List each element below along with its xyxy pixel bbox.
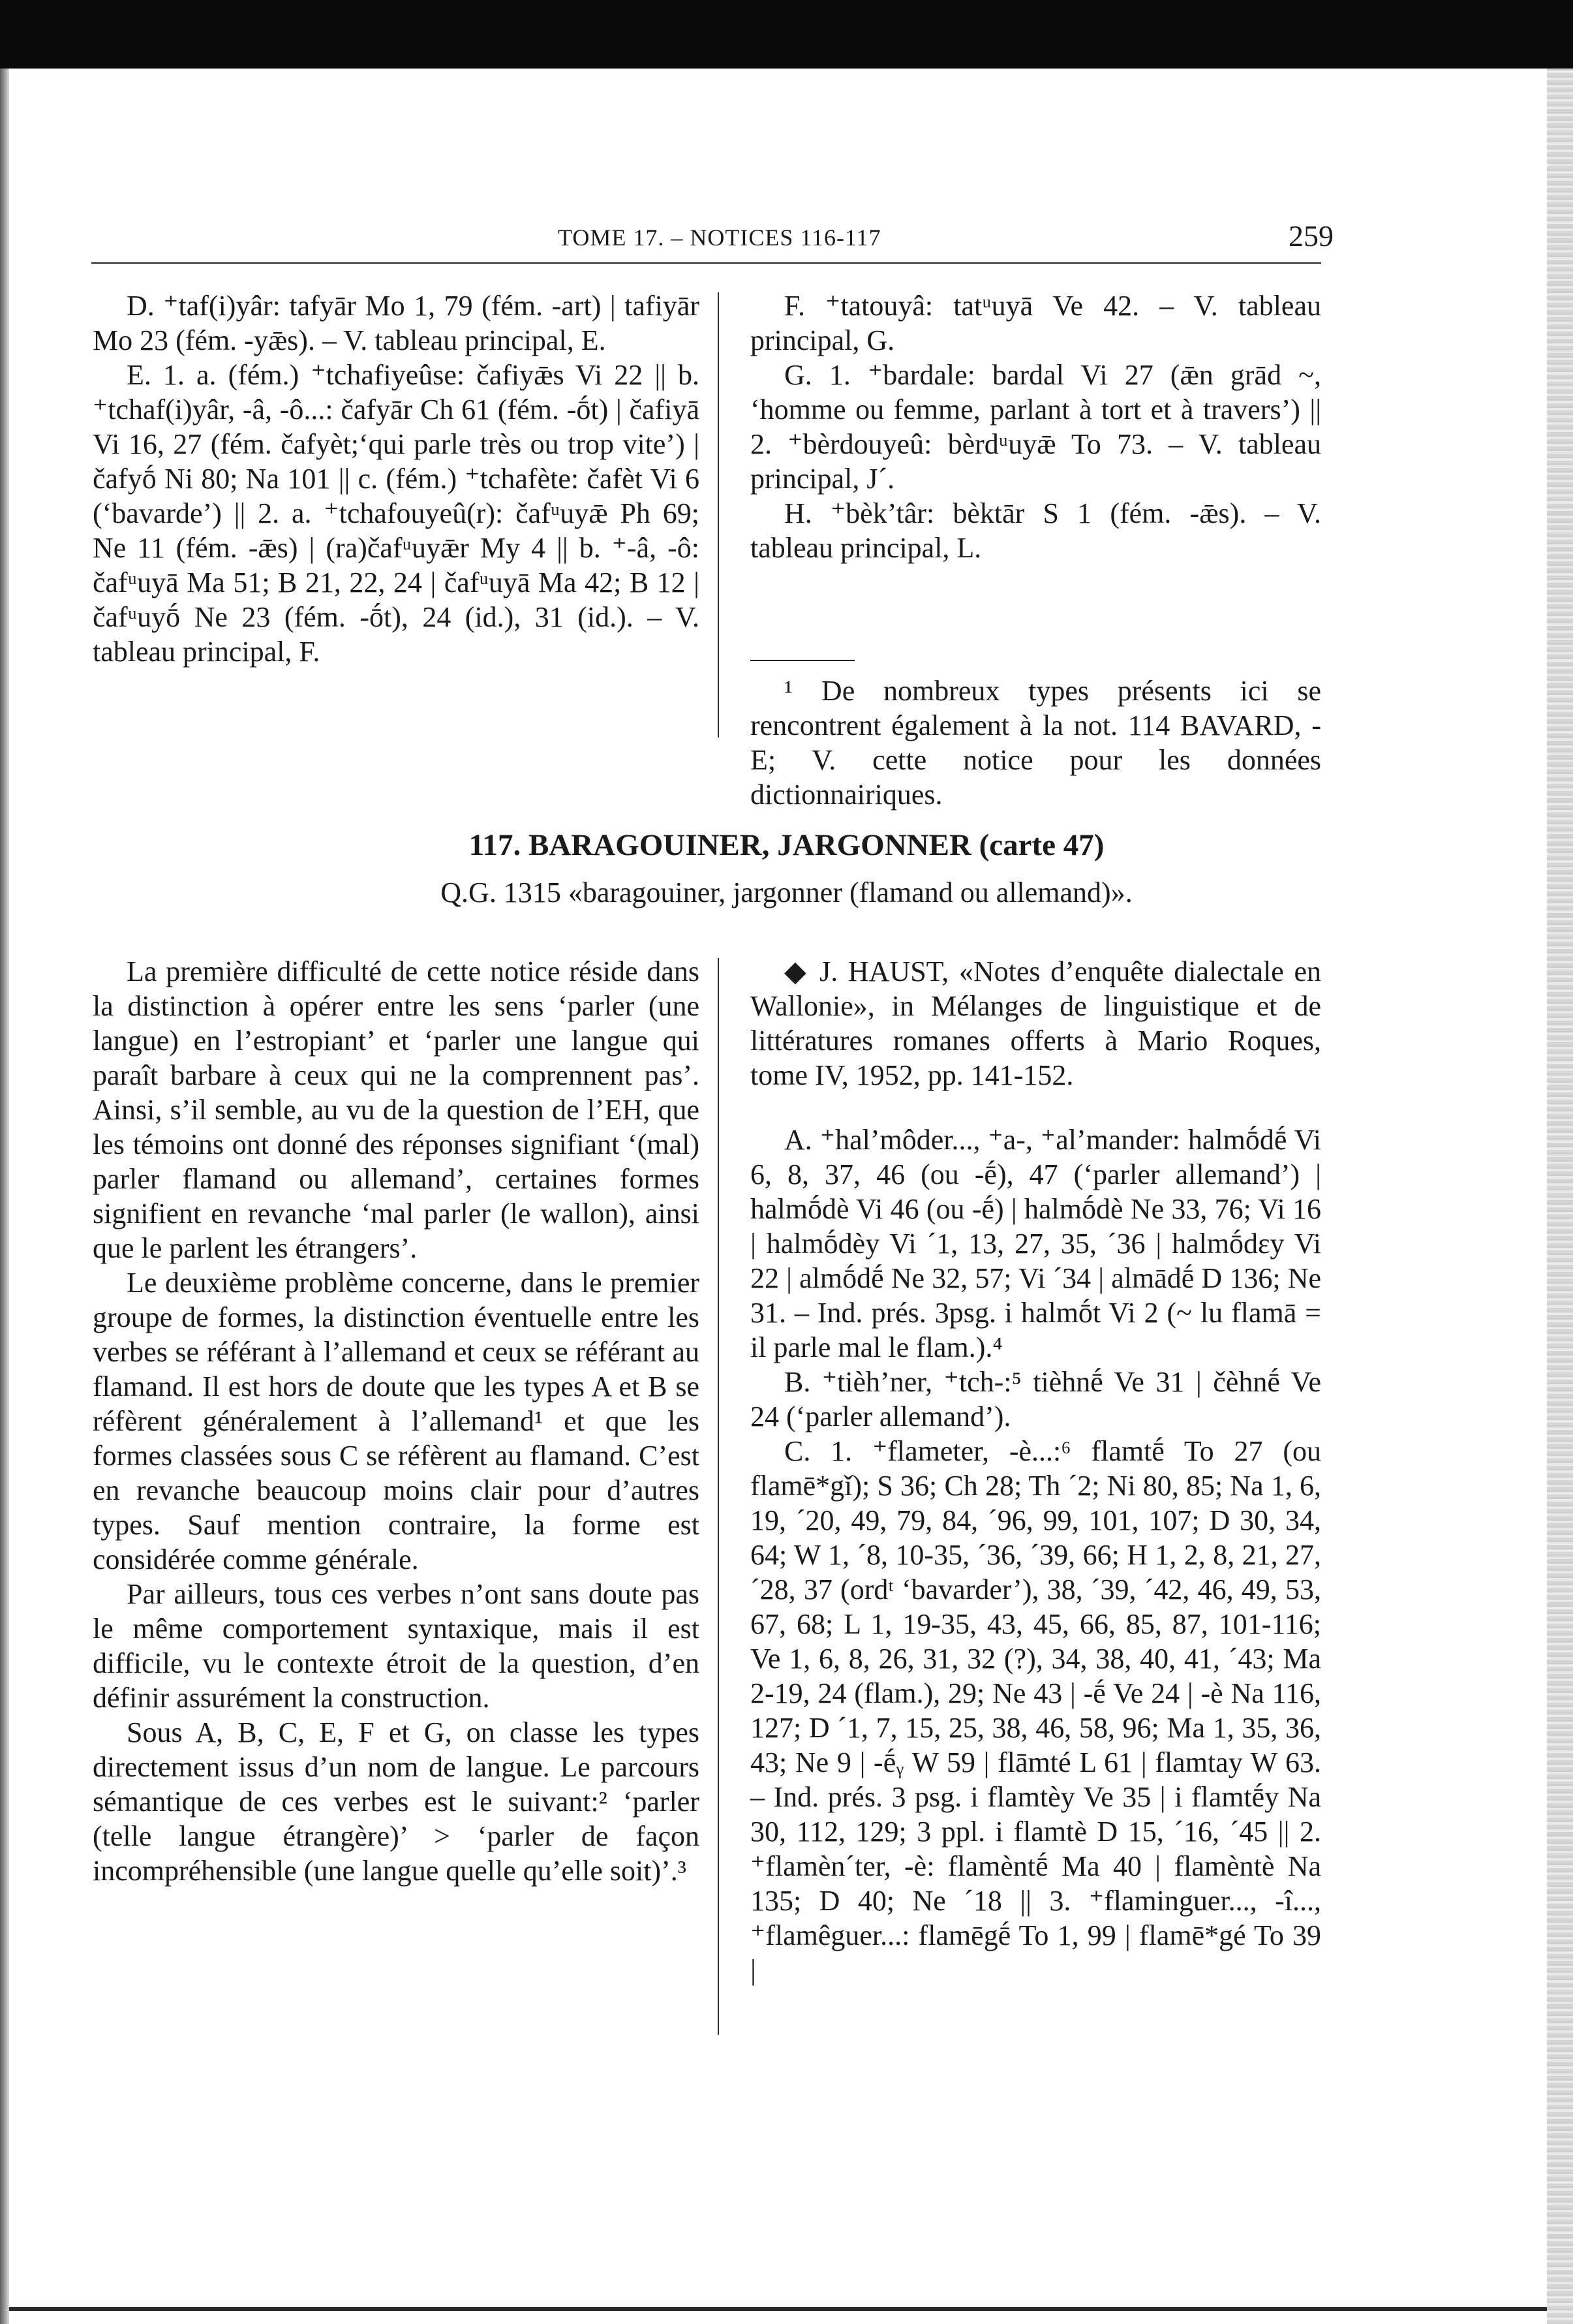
- section-subtitle: Q.G. 1315 «baragouiner, jargonner (flamand ou allemand)».: [440, 876, 1133, 908]
- entry-D: D. ⁺taf(i)yâr: tafyār Mo 1, 79 (fém. -art) | tafiyār Mo 23 (fém. -yǣs). – V. tableau principal, E.: [93, 290, 699, 356]
- top-column-separator: [718, 292, 719, 737]
- top-left-column: [93, 288, 699, 669]
- body-left-column: [93, 954, 699, 1888]
- scan-right-edge: [1547, 69, 1573, 2324]
- scan-left-edge: [0, 69, 9, 2324]
- entry-G: G. 1. ⁺bardale: bardal Vi 27 (ǣn grād ~, ‘homme ou femme, parlant à tort et à travers’) || 2. ⁺bèrdouyeû: bèrdᵘuyǣ To 73. – V. tableau principal, J´.: [750, 359, 1321, 495]
- scan-top-band: [0, 0, 1573, 69]
- footnote-1: ¹ De nombreux types présents ici se rencontrent également à la not. 114 BAVARD, -E; V. cette notice pour les données dictionnairiques.: [750, 675, 1321, 811]
- footnote-rule: [750, 660, 855, 661]
- footnote: [750, 674, 1321, 812]
- body-column-separator: [718, 958, 719, 2035]
- paragraph-1: La première difficulté de cette notice réside dans la distinction à opérer entre les sens ‘parler (une langue) en l’estropiant’ et ‘parler une langue qui paraît barbare à ceux qui ne la comprennent pas’. Ainsi, s’il semble, au vu de la question de l’EH, que les témoins ont donné des réponses signifiant ‘(mal) parler flamand ou allemand’, certaines formes signifient en revanche ‘mal parler (le wallon), ainsi que le parlent les étrangers’.: [93, 955, 699, 1264]
- bibliography: ◆ J. HAUST, «Notes d’enquête dialectale en Wallonie», in Mélanges de linguistique et de littératures romanes offerts à Mario Roques, tome IV, 1952, pp. 141-152.: [750, 955, 1321, 1091]
- section-title: 117. BARAGOUINER, JARGONNER (carte 47): [468, 828, 1105, 862]
- top-right-column: [750, 288, 1321, 565]
- entry-C: C. 1. ⁺flameter, -è...:⁶ flamtḗ To 27 (ou flamē*gǐ); S 36; Ch 28; Th ´2; Ni 80, 85; Na 1, 6, 19, ´20, 49, 79, 84, ´96, 99, 101, 107; D 30, 34, 64; W 1, ´8, 10-35, ´36, ´39, 66; H 1, 2, 8, 21, 27, ´28, 37 (ordᵗ ‘bavarder’), 38, ´39, ´42, 46, 49, 53, 67, 68; L 1, 19-35, 43, 45, 66, 85, 87, 101-116; Ve 1, 6, 8, 26, 31, 32 (?), 34, 38, 40, 41, ´43; Ma 2-19, 24 (flam.), 29; Ne 43 | -ḗ Ve 24 | -è Na 116, 127; D ´1, 7, 15, 25, 38, 46, 58, 96; Ma 1, 35, 36, 43; Ne 9 | -ḗᵧ W 59 | flāmté L 61 | flamtay W 63. – Ind. prés. 3 psg. i flamtèy Ve 35 | i flamtḗy Na 30, 112, 129; 3 ppl. i flamtè D 15, ´16, ´45 || 2. ⁺flamèn´ter, -è: flamèntḗ Ma 40 | flamèntè Na 135; D 40; Ne ´18 || 3. ⁺flaminguer..., -î..., ⁺flamêguer...: flamēgḗ To 1, 99 | flamē*gé To 39 |: [750, 1435, 1321, 1986]
- page-number: 259: [1289, 219, 1334, 253]
- entry-H: H. ⁺bèk’târ: bèktār S 1 (fém. -ǣs). – V. tableau principal, L.: [750, 497, 1321, 564]
- paragraph-4: Sous A, B, C, E, F et G, on classe les types directement issus d’un nom de langue. Le parcours sémantique de ces verbes est le suivant:² ‘parler (telle langue étrangère)’ > ‘parler de façon incompréhensible (une langue quelle qu’elle soit)’.³: [93, 1716, 699, 1887]
- body-right-column: [750, 954, 1321, 1987]
- paragraph-2: Le deuxième problème concerne, dans le premier groupe de formes, la distinction éventuelle entre les verbes se référant à l’allemand et ceux se référant au flamand. Il est hors de doute que les types A et B se réfèrent généralement à l’allemand¹ et que les formes classées sous C se réfèrent au flamand. C’est en revanche beaucoup moins clair pour d’autres types. Sauf mention contraire, la forme est considérée comme générale.: [93, 1267, 699, 1575]
- entry-E: E. 1. a. (fém.) ⁺tchafiyeûse: čafiyǣs Vi 22 || b. ⁺tchaf(i)yâr, -â, -ô...: čafyār Ch 61 (fém. -ṓt) | čafiyā Vi 16, 27 (fém. čafyèt;‘qui parle très ou trop vite’) | čafyṓ Ni 80; Na 101 || c. (fém.) ⁺tchafète: čafèt Vi 6 (‘bavarde’) || 2. a. ⁺tchafouyeû(r): čafᵘuyǣ Ph 69; Ne 11 (fém. -ǣs) | (ra)čafᵘuyǣr My 4 || b. ⁺-â, -ô: čafᵘuyā Ma 51; B 21, 22, 24 | čafᵘuyā Ma 42; B 12 | čafᵘuyṓ Ne 23 (fém. -ṓt), 24 (id.), 31 (id.). – V. tableau principal, F.: [93, 359, 699, 668]
- entry-B: B. ⁺tièh’ner, ⁺tch-:⁵ tièhnḗ Ve 31 | čèhnḗ Ve 24 (‘parler allemand’).: [750, 1366, 1321, 1433]
- entry-A: A. ⁺hal’môder..., ⁺a-, ⁺al’mander: halmṓdḗ Vi 6, 8, 37, 46 (ou -ḗ), 47 (‘parler allemand’) | halmṓdè Vi 46 (ou -ḗ) | halmṓdè Ne 33, 76; Vi 16 | halmṓdèy Vi ´1, 13, 27, 35, ´36 | halmṓdɛy Vi 22 | almṓdḗ Ne 32, 57; Vi ´34 | almādḗ D 136; Ne 31. – Ind. prés. 3psg. i halmṓt Vi 2 (~ lu flamā = il parle mal le flam.).⁴: [750, 1124, 1321, 1363]
- paragraph-3: Par ailleurs, tous ces verbes n’ont sans doute pas le même comportement syntaxique, mais il est difficile, vu le contexte étroit de la question, d’en définir assurément la construction.: [93, 1578, 699, 1714]
- scan-bottom-edge: [9, 2307, 1547, 2311]
- entry-F: F. ⁺tatouyâ: tatᵘuyā Ve 42. – V. tableau principal, G.: [750, 290, 1321, 356]
- running-head: TOME 17. – NOTICES 116-117: [558, 225, 881, 251]
- header-rule: [91, 262, 1321, 264]
